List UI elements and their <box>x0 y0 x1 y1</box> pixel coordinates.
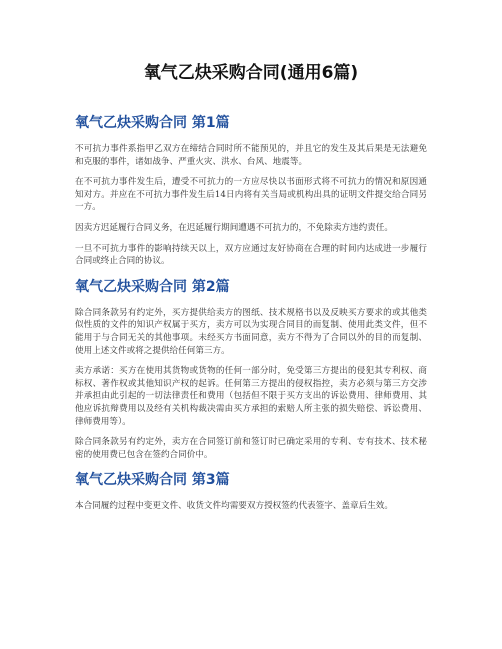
section-1-paragraph: 不可抗力事件系指甲乙双方在缔结合同时所不能预见的，并且它的发生及其后果是无法避免和克服的事件，诸如战争、严重火灾、洪水、台风、地震等。 <box>75 144 427 167</box>
section-2-paragraph: 除合同条款另有约定外，买方提供给卖方的图纸、技术规格书以及反映买方要求的或其他类似性质的文件的知识产权属于买方，卖方可以为实现合同目的而复制、使用此类文件，但不能用于与合同无关的其他事项。未经买方书面同意，卖方不得为了合同以外的目的而复制、使用上述文件或将之提供给任何第三方。 <box>75 307 427 356</box>
section-heading-3: 氧气乙炔采购合同 第3篇 <box>75 472 230 489</box>
section-heading-1: 氧气乙炔采购合同 第1篇 <box>75 115 230 131</box>
section-2-paragraph: 除合同条款另有约定外，卖方在合同签订前和签订时已确定采用的专利、专有技术、技术秘密的使用费已包含在签约合同价中。 <box>75 437 427 460</box>
document-title: 氧气乙炔采购合同(通用6篇) <box>143 63 359 83</box>
section-3-paragraph: 本合同履约过程中变更文件、收货文件均需要双方授权签约代表签字、盖章后生效。 <box>75 501 393 512</box>
section-1-paragraph: 在不可抗力事件发生后，遭受不可抗力的一方应尽快以书面形式将不可抗力的情况和原因通知对方。并应在不可抗力事件发生后14日内将有关当局或机构出具的证明文件提交给合同另一方。 <box>75 177 427 213</box>
section-1-paragraph: 因卖方迟延履行合同义务，在迟延履行期间遭遇不可抗力的，不免除卖方违约责任。 <box>75 222 393 233</box>
section-heading-2: 氧气乙炔采购合同 第2篇 <box>75 278 230 295</box>
section-2-paragraph: 卖方承诺：买方在使用其货物或货物的任何一部分时，免受第三方提出的侵犯其专利权、商标权、著作权或其他知识产权的起诉。任何第三方提出的侵权指控，卖方必须与第三方交涉并承担由此引起的一切法律责任和费用（包括但不限于买方支出的诉讼费用、律师费用、其他应诉抗辩费用以及经有关机构裁决需由买方承担的索赔人所主张的损失赔偿、诉讼费用、律师费用等）。 <box>75 366 427 427</box>
section-1-paragraph: 一旦不可抗力事件的影响持续天以上，双方应通过友好协商在合理的时间内达成进一步履行合同或终止合同的协议。 <box>75 243 427 267</box>
